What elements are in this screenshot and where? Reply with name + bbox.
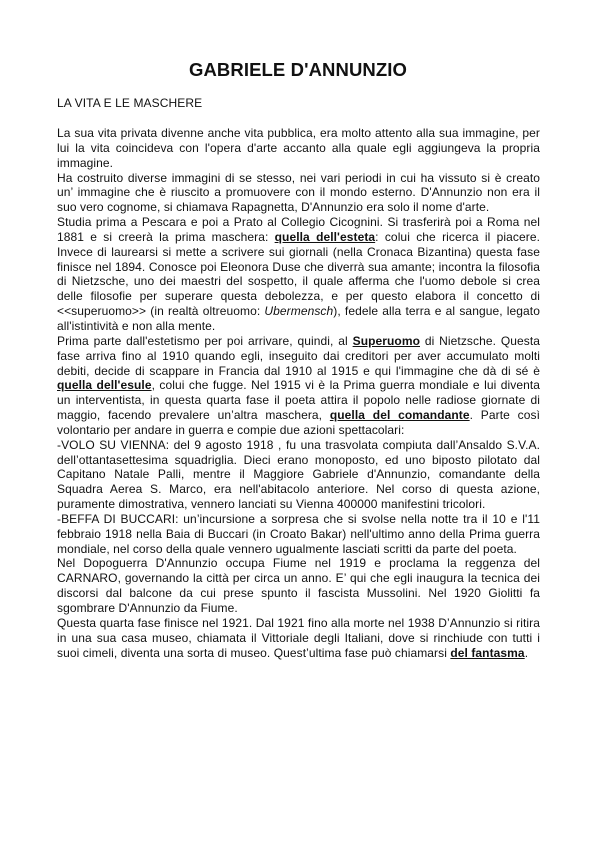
paragraph-text: -BEFFA DI BUCCARI: un’incursione a sorpresa che si svolse nella notte tra il 10 e l'11 febbraio 1918 nella Baia di Buccari (in Croato Bakar) nell'ultimo anno della Prima guerra mondiale, nel corso della quale vennero ugualmente lasciati scritti da parte del poeta.	[57, 511, 540, 556]
body-paragraph	[57, 512, 540, 557]
body-paragraph	[57, 215, 540, 334]
section-heading: LA VITA E LE MASCHERE	[57, 96, 203, 110]
paragraph-text: : colui che ricerca il piacere. Invece di laurearsi si mette a scrivere sui giornali (nella Cronaca Bizantina) questa fase finisce nel 1894. Conosce poi Eleonora Duse che diverrà sua amante; incontra la filosofia di Nietzsche, uno dei maestri del sospetto, il quale afferma che l'uomo debole si crea delle filosofie per superare questa debolezza, e per questo elabora il concetto di <<superuomo>> (in realtà oltreuomo:	[57, 229, 540, 319]
paragraph-text: Prima parte dall'estetismo per poi arrivare, quindi, al	[57, 333, 353, 348]
body-paragraph	[57, 334, 540, 438]
paragraph-text: ), fedele alla terra e al sangue, legato all'istintività e non alla mente.	[57, 304, 540, 333]
emphasized-term: Superuomo	[352, 333, 420, 348]
emphasized-term: quella dell'esule	[57, 378, 152, 393]
emphasized-term: quella dell'esteta	[274, 229, 376, 244]
body-paragraph	[57, 126, 540, 171]
paragraph-text: Studia prima a Pescara e poi a Prato al Collegio Cicognini. Si trasferirà poi a Roma nel 1881 e si creerà la prima maschera:	[57, 215, 540, 244]
body-paragraph	[57, 616, 540, 661]
paragraph-text: . Parte così volontario per andare in guerra e compie due azioni spettacolari:	[57, 408, 540, 437]
paragraph-text: .	[524, 645, 529, 660]
body-paragraph	[57, 171, 540, 216]
paragraph-text: -VOLO SU VIENNA: del 9 agosto 1918 , fu una trasvolata compiuta dall’Ansaldo S.V.A. dell’ottantasettesima squadriglia. Dieci erano monoposto, ed uno biposto pilotato dal Capitano Natale Palli, mentre il Maggiore Gabriele d'Annunzio, comandante della Squadra Aerea S. Marco, era nell'abitacolo anteriore. Nel corso di questa azione, puramente dimostrativa, vennero lanciati su Vienna 400000 manifestini tricolori.	[57, 437, 540, 512]
page-title: GABRIELE D'ANNUNZIO	[188, 59, 408, 80]
body-paragraph	[57, 556, 540, 615]
emphasized-term: quella del comandante	[329, 408, 470, 423]
paragraph-text: Nel Dopoguerra D'Annunzio occupa Fiume nel 1919 e proclama la reggenza del CARNARO, governando la città per circa un anno. E’ qui che egli inaugura la tecnica dei discorsi dal balcone da cui prese spunto il fascista Mussolini. Nel 1920 Giolitti fa sgombrare D'Annunzio da Fiume.	[57, 556, 540, 615]
emphasized-term: del fantasma	[450, 645, 525, 660]
paragraph-text: , colui che fugge. Nel 1915 vi è la Prima guerra mondiale e lui diventa un interventista, in questa quarta fase il poeta attira il popolo nelle radiose giornate di maggio, facendo prevalere un’altra maschera,	[57, 378, 540, 423]
body-paragraph	[57, 438, 540, 512]
paragraph-text: Questa quarta fase finisce nel 1921. Dal 1921 fino alla morte nel 1938 D’Annunzio si ritira in una sua casa museo, chiamata il Vittoriale degli Italiani, dove si rinchiude con tutti i suoi cimeli, diventa una sorta di museo. Quest’ultima fase può chiamarsi	[57, 615, 540, 660]
paragraph-text: di Nietzsche. Questa fase arriva fino al 1910 quando egli, inseguito dai creditori per aver accumulato molti debiti, decide di scappare in Francia dal 1910 al 1915 e qui l'immagine che dà di sé è	[57, 333, 540, 378]
paragraph-text: La sua vita privata divenne anche vita pubblica, era molto attento alla sua immagine, per lui la vita coincideva con l'opera d'arte accanto alla quale egli aggiungeva la propria immagine.	[57, 126, 540, 170]
italic-term: Ubermensch	[264, 304, 334, 319]
paragraph-text: Ha costruito diverse immagini di se stesso, nei vari periodi in cui ha vissuto si è creato un’ immagine che è riuscito a promuovere con il mondo esterno. D'Annunzio non era il suo vero cognome, si chiamava Rapagnetta, D'Annunzio era solo il nome d'arte.	[57, 170, 540, 215]
document-body	[57, 126, 540, 660]
